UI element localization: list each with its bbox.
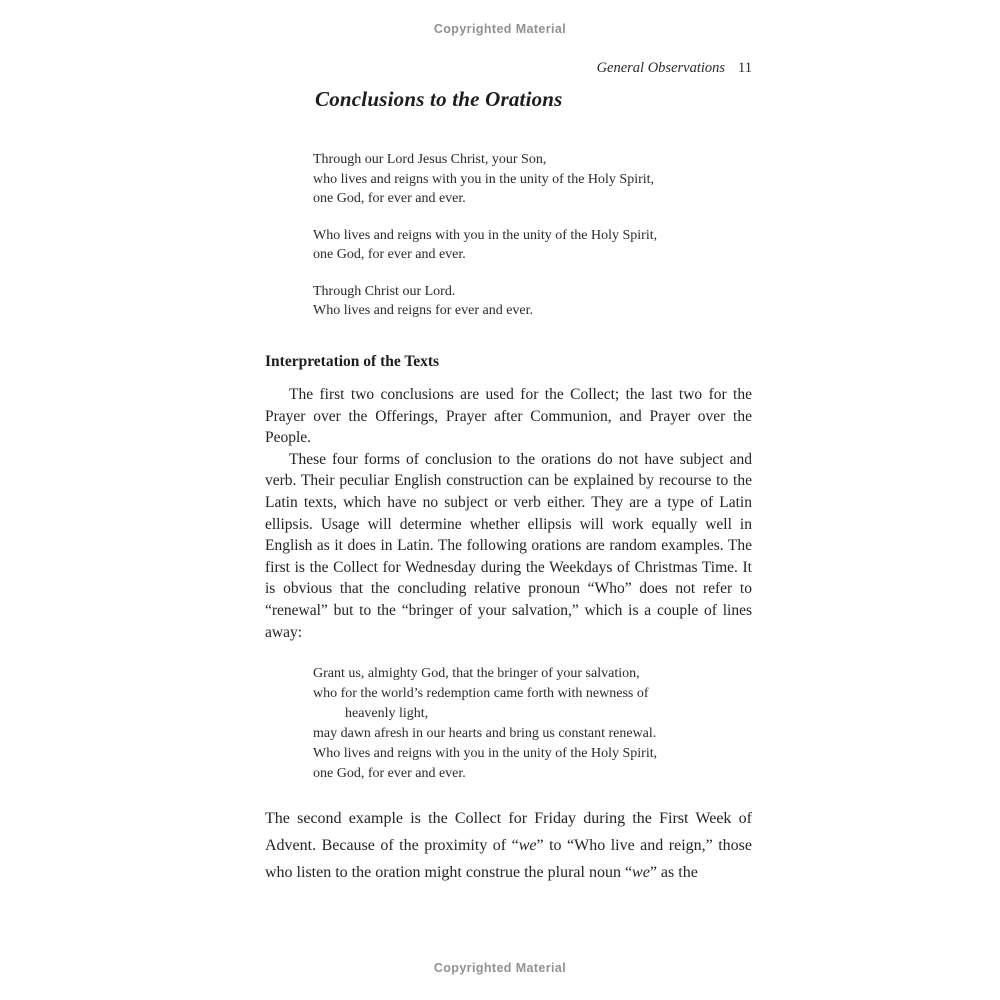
conclusion-formulas-block: [313, 150, 753, 321]
quote-line: Who lives and reigns for ever and ever.: [313, 303, 534, 318]
conclusion-formula-1: [313, 150, 753, 209]
quote-line: may dawn afresh in our hearts and bring us constant renewal.: [313, 726, 657, 741]
section-heading: Interpretation of the Texts: [265, 353, 440, 370]
copyright-notice-top: Copyrighted Material: [433, 22, 567, 36]
running-head-chapter-title: General Observations: [596, 60, 726, 76]
quote-line: Grant us, almighty God, that the bringer of your salvation,: [313, 666, 640, 681]
paragraph: The first two conclusions are used for the Collect; the last two for the Prayer over the Offerings, Prayer after Communion, and Prayer over the People.: [265, 386, 752, 447]
paragraph-segment-italic: we: [632, 864, 650, 881]
quote-line: Who lives and reigns with you in the unity of the Holy Spirit,: [313, 227, 658, 243]
page-title: Conclusions to the Orations: [315, 87, 563, 111]
paragraph: [265, 805, 752, 886]
running-head: [265, 60, 752, 77]
quote-line: one God, for ever and ever.: [313, 247, 466, 262]
body-text: [265, 384, 752, 643]
paragraph-segment-italic: we: [518, 837, 537, 854]
paragraph-segment: The second example is the Collect for Friday during the First Week of Advent. Because of the proximity of “: [265, 810, 752, 854]
closing-text: [265, 805, 752, 886]
quote-line: who lives and reigns with you in the unity of the Holy Spirit,: [313, 171, 655, 187]
paragraph-segment: ” to “Who live and reign,” those who listen to the oration might construe the plural noun “: [265, 837, 752, 881]
quote-line: Through Christ our Lord.: [313, 283, 456, 299]
quote-line: Through our Lord Jesus Christ, your Son,: [313, 152, 547, 167]
paragraph-segment: ” as the: [649, 864, 698, 881]
conclusion-formula-2: [313, 226, 753, 265]
quote-line: heavenly light,: [345, 706, 429, 721]
page-number: 11: [738, 60, 752, 76]
quote-line: one God, for ever and ever.: [313, 191, 466, 206]
oration-example: [313, 664, 753, 784]
conclusion-formula-3: [313, 282, 753, 321]
quote-line: Who lives and reigns with you in the unity of the Holy Spirit,: [313, 746, 658, 761]
quote-line: one God, for ever and ever.: [313, 766, 466, 781]
oration-example-block: [313, 664, 753, 784]
copyright-notice-bottom: Copyrighted Material: [433, 961, 567, 975]
quote-line: who for the world’s redemption came forth with newness of: [313, 686, 649, 701]
paragraph: These four forms of conclusion to the orations do not have subject and verb. Their peculiar English construction can be explained by recourse to the Latin texts, which have no subject or verb either. They are a type of Latin ellipsis. Usage will determine whether ellipsis will work equally well in English as it does in Latin. The following orations are random examples. The first is the Collect for Wednesday during the Weekdays of Christmas Time. It is obvious that the concluding relative pronoun “Who” does not refer to “renewal” but to the “bringer of your salvation,” which is a couple of lines away:: [265, 450, 752, 641]
